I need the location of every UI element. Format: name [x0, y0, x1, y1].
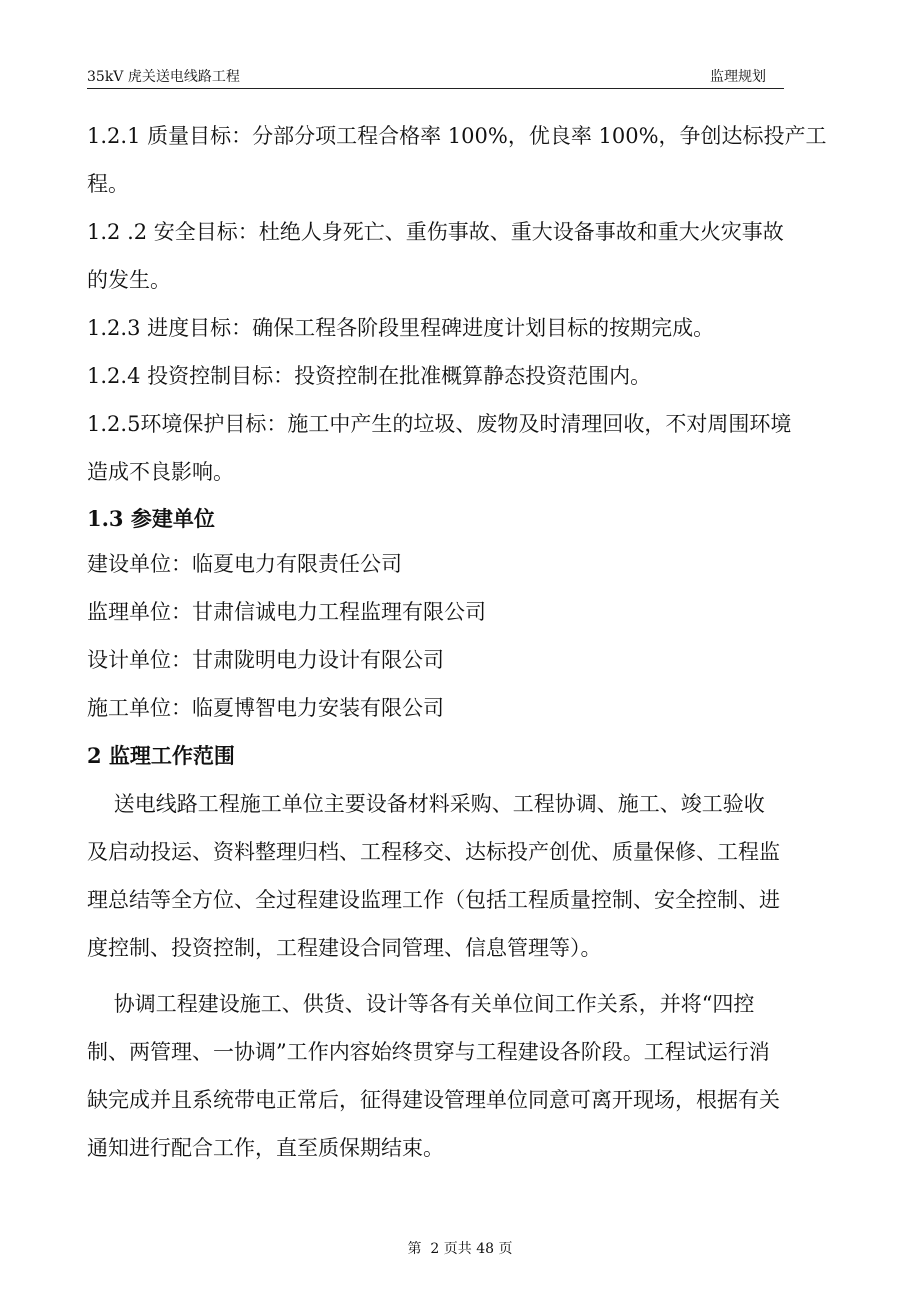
scope-paragraph1-line3: 理总结等全方位、全过程建设监理工作（包括工程质量控制、安全控制、进	[87, 888, 780, 912]
quality-goal-line2: 程。	[87, 172, 129, 196]
construction-unit: 建设单位：临夏电力有限责任公司	[87, 552, 402, 576]
header-section-title: 监理规划	[710, 69, 766, 85]
page-header	[87, 62, 784, 89]
quality-goal-line1: 1.2.1 质量目标：分部分项工程合格率 100%，优良率 100%，争创达标投产工	[87, 124, 827, 148]
page-footer: 第 2 页共 48 页	[407, 1241, 513, 1257]
scope-paragraph2-line3: 缺完成并且系统带电正常后，征得建设管理单位同意可离开现场，根据有关	[87, 1088, 780, 1112]
investment-goal: 1.2.4 投资控制目标：投资控制在批准概算静态投资范围内。	[87, 364, 652, 388]
environment-goal-line1: 1.2.5环境保护目标：施工中产生的垃圾、废物及时清理回收，不对周围环境	[87, 412, 792, 436]
scope-paragraph2-line2: 制、两管理、一协调”工作内容始终贯穿与工程建设各阶段。工程试运行消	[87, 1040, 770, 1064]
builder-unit: 施工单位：临夏博智电力安装有限公司	[87, 696, 444, 720]
section-heading-scope: 2 监理工作范围	[87, 743, 235, 768]
scope-paragraph1-line1: 送电线路工程施工单位主要设备材料采购、工程协调、施工、竣工验收	[87, 792, 765, 816]
design-unit: 设计单位：甘肃陇明电力设计有限公司	[87, 648, 444, 672]
section-heading-participants: 1.3 参建单位	[87, 506, 215, 531]
page-body	[87, 112, 827, 1172]
header-project-title: 35kV 虎关送电线路工程	[87, 69, 240, 85]
supervision-unit: 监理单位：甘肃信诚电力工程监理有限公司	[87, 600, 486, 624]
scope-paragraph1-line2: 及启动投运、资料整理归档、工程移交、达标投产创优、质量保修、工程监	[87, 840, 780, 864]
scope-paragraph2-line4: 通知进行配合工作，直至质保期结束。	[87, 1136, 444, 1160]
environment-goal-line2: 造成不良影响。	[87, 460, 234, 484]
schedule-goal: 1.2.3 进度目标：确保工程各阶段里程碑进度计划目标的按期完成。	[87, 316, 715, 340]
scope-paragraph1-line4: 度控制、投资控制，工程建设合同管理、信息管理等）。	[87, 936, 602, 960]
scope-paragraph2-line1: 协调工程建设施工、供货、设计等各有关单位间工作关系，并将“四控	[87, 992, 755, 1016]
safety-goal-line1: 1.2 .2 安全目标：杜绝人身死亡、重伤事故、重大设备事故和重大火灾事故	[87, 220, 784, 244]
safety-goal-line2: 的发生。	[87, 268, 171, 292]
